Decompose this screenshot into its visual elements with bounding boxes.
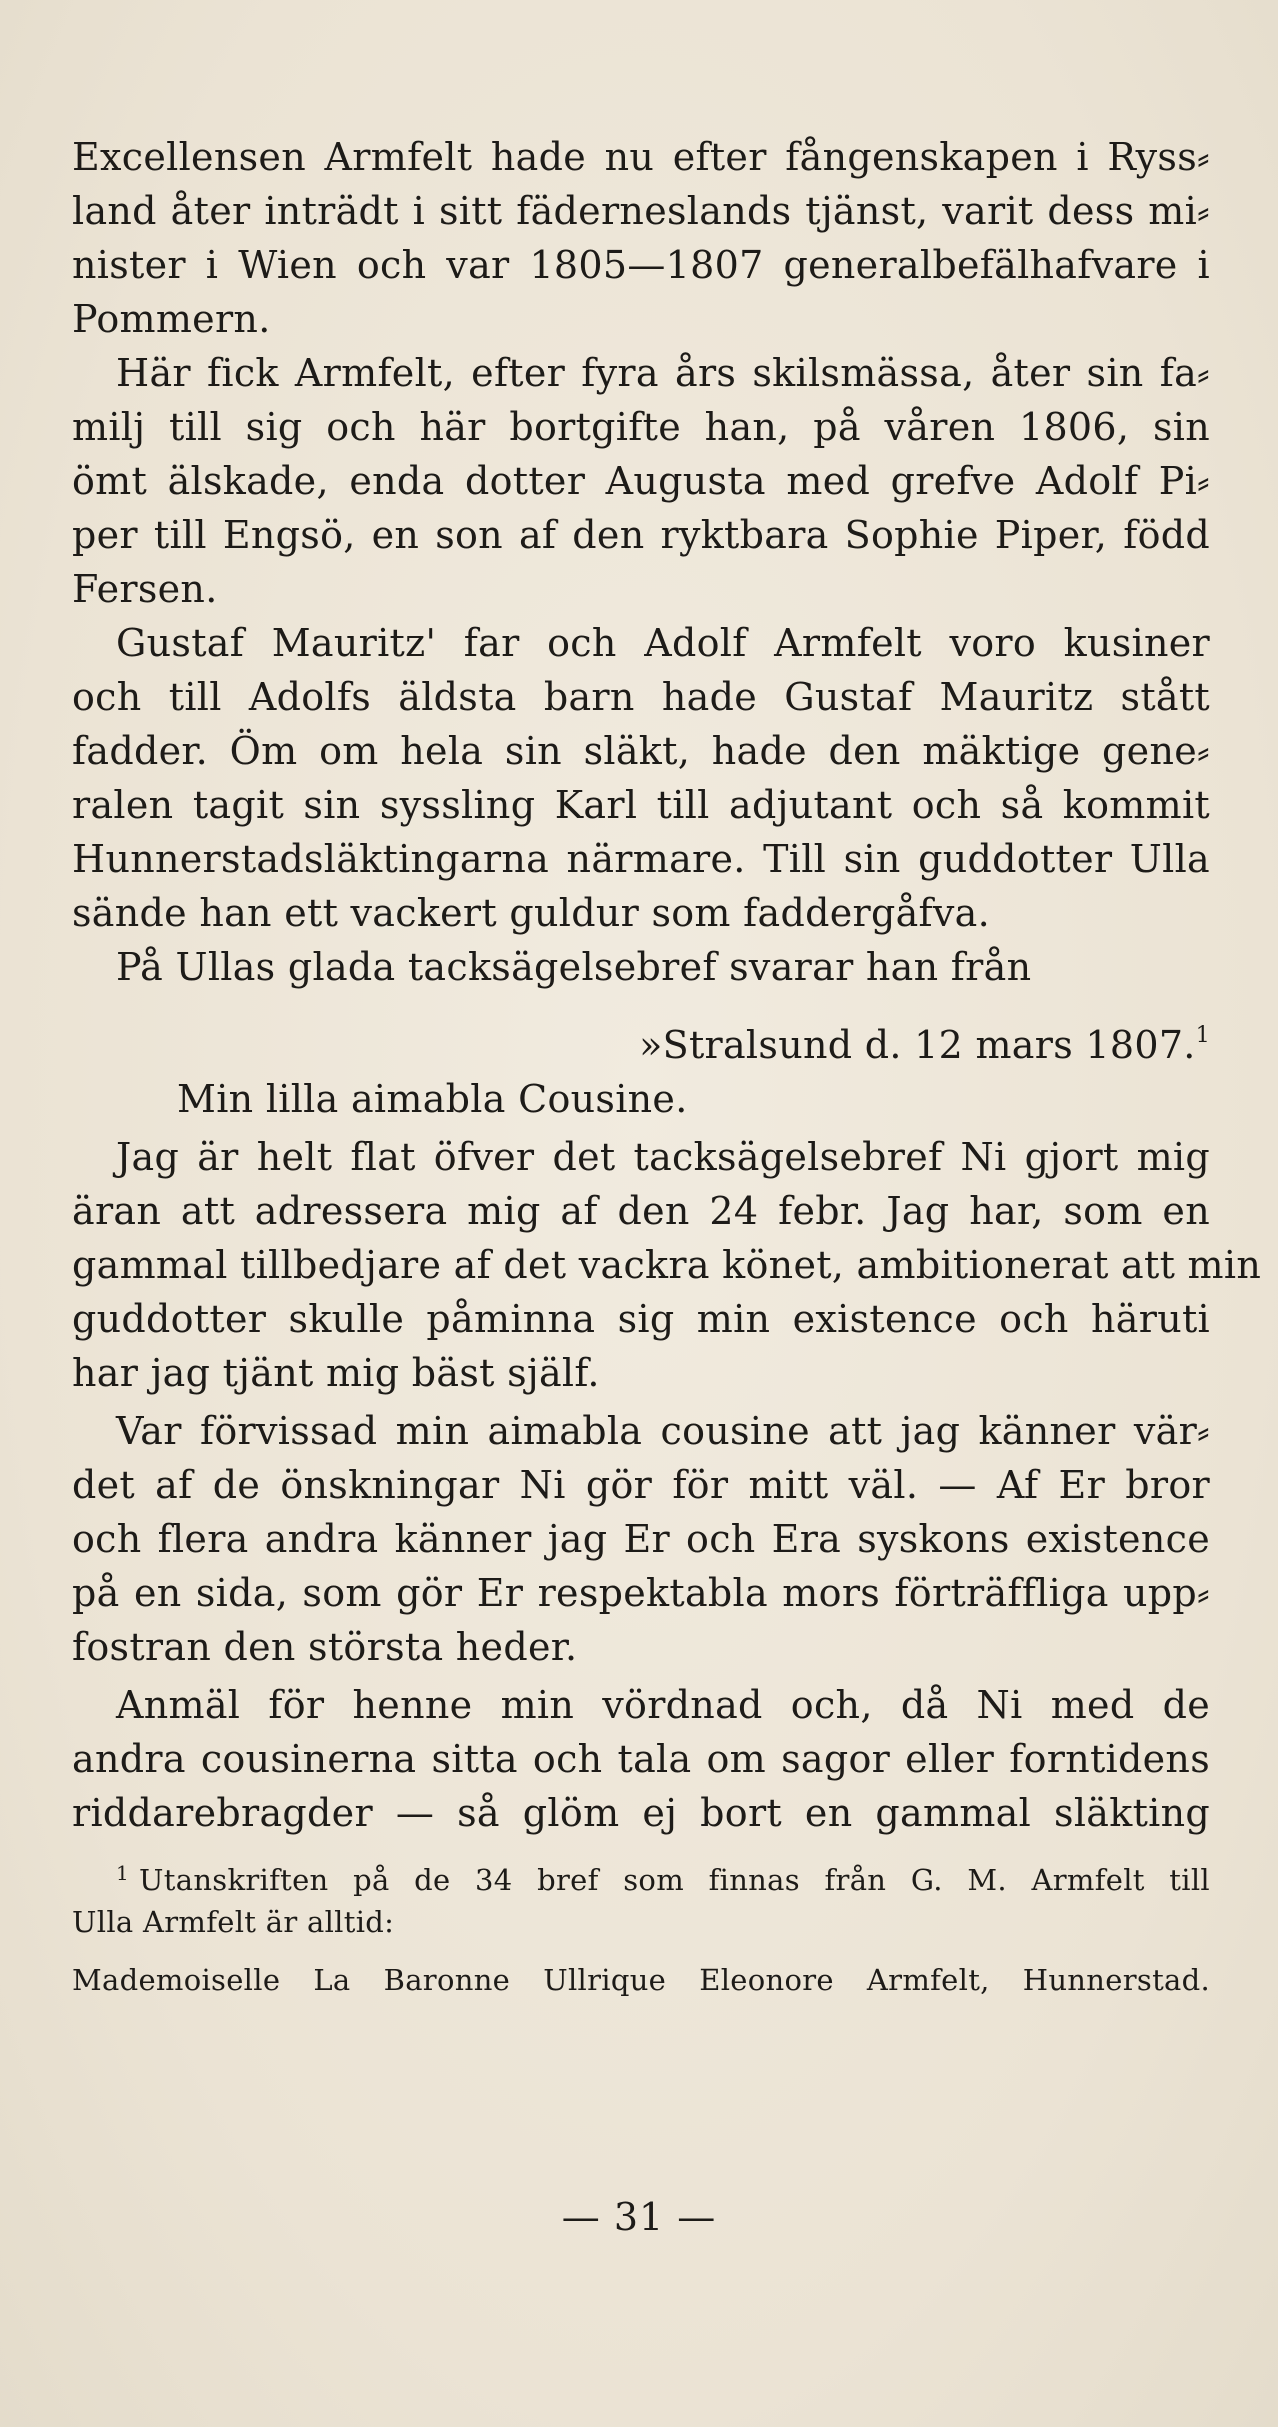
- body-line: På Ullas glada tacksägelsebref svarar han från: [116, 945, 1032, 989]
- letter-line: Jag är helt flat öfver det tacksägelsebref Ni gjort mig: [116, 1135, 1210, 1179]
- letter-line: gammal tillbedjare af det vackra könet, ambitionerat att min: [72, 1243, 1262, 1287]
- body-line: land åter inträdt i sitt fäderneslands tjänst, varit dess mi⸗: [72, 189, 1210, 233]
- letter-line: äran att adressera mig af den 24 febr. Jag har, som en: [72, 1189, 1210, 1233]
- letter-line: på en sida, som gör Er respektabla mors förträffliga upp⸗: [72, 1571, 1210, 1615]
- body-line: ralen tagit sin syssling Karl till adjutant och så kommit: [72, 783, 1210, 827]
- footnote-line: [116, 1860, 1210, 1900]
- body-line: och till Adolfs äldsta barn hade Gustaf Mauritz stått: [72, 675, 1210, 719]
- body-line: fadder. Öm om hela sin släkt, hade den mäktige gene⸗: [72, 729, 1210, 773]
- body-line: ömt älskade, enda dotter Augusta med grefve Adolf Pi⸗: [72, 459, 1210, 503]
- body-line: Excellensen Armfelt hade nu efter fångenskapen i Ryss⸗: [72, 135, 1210, 179]
- body-line: nister i Wien och var 1805—1807 generalbefälhafvare i: [72, 243, 1210, 287]
- letter-line: det af de önskningar Ni gör för mitt väl. — Af Er bror: [72, 1463, 1210, 1507]
- letter-heading: [72, 1018, 1210, 1072]
- body-line: Hunnerstadsläktingarna närmare. Till sin guddotter Ulla: [72, 837, 1210, 881]
- letter-line: Var förvissad min aimabla cousine att jag känner vär⸗: [116, 1409, 1210, 1453]
- letter-line: fostran den största heder.: [72, 1625, 578, 1669]
- letter-line: har jag tjänt mig bäst själf.: [72, 1351, 600, 1395]
- letter-line: och flera andra känner jag Er och Era syskons existence: [72, 1517, 1210, 1561]
- body-line: milj till sig och här bortgifte han, på våren 1806, sin: [72, 405, 1210, 449]
- page-number: — 31 —: [561, 2195, 717, 2239]
- salutation: Min lilla aimabla Cousine.: [177, 1077, 688, 1121]
- body-line: Pommern.: [72, 297, 271, 341]
- body-line: sände han ett vackert guldur som faddergåfva.: [72, 891, 991, 935]
- footnote-mark: 1: [116, 1861, 130, 1885]
- body-line: Här fick Armfelt, efter fyra års skilsmässa, åter sin fa⸗: [116, 351, 1210, 395]
- body-line: per till Engsö, en son af den ryktbara Sophie Piper, född: [72, 513, 1210, 557]
- footnote-line: Ulla Armfelt är alltid:: [72, 1905, 395, 1939]
- body-line: Gustaf Mauritz' far och Adolf Armfelt voro kusiner: [116, 621, 1210, 665]
- footnote-line: Mademoiselle La Baronne Ullrique Eleonore Armfelt, Hunnerstad.: [72, 1963, 1210, 1997]
- letter-line: guddotter skulle påminna sig min existence och häruti: [72, 1297, 1210, 1341]
- body-line: Fersen.: [72, 567, 218, 611]
- footnote-reference: 1: [1195, 1023, 1210, 1048]
- letter-line: andra cousinerna sitta och tala om sagor eller forntidens: [72, 1737, 1210, 1781]
- letter-line: Anmäl för henne min vördnad och, då Ni med de: [116, 1683, 1210, 1727]
- letter-heading-text: »Stralsund d. 12 mars 1807.: [639, 1023, 1196, 1067]
- footnote-text: Utanskriften på de 34 bref som finnas från G. M. Armfelt till: [139, 1863, 1210, 1897]
- letter-line: riddarebragder — så glöm ej bort en gammal släkting: [72, 1791, 1210, 1835]
